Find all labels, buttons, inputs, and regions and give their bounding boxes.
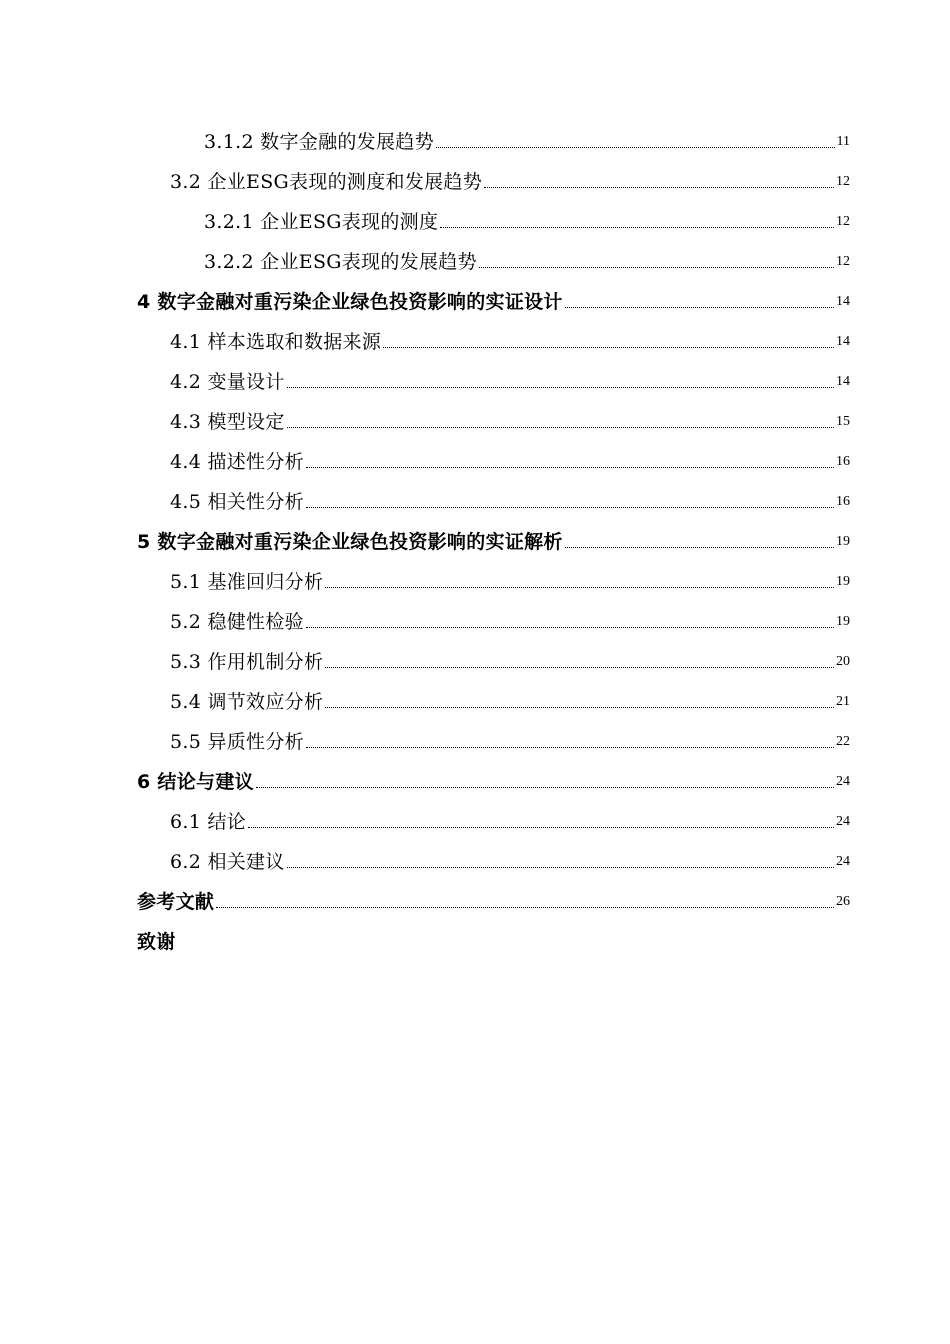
toc-entry-title: 5.4 调节效应分析: [170, 691, 324, 713]
toc-entry-title: 5.5 异质性分析: [170, 731, 304, 753]
toc-leader-dots: [306, 466, 834, 468]
toc-entry-title: 6 结论与建议: [137, 771, 254, 793]
toc-page-number: 12: [836, 174, 850, 189]
toc-entry-title: 6.2 相关建议: [170, 851, 285, 873]
toc-entry[interactable]: [204, 206, 850, 234]
toc-page-number: 26: [836, 894, 850, 909]
toc-leader-dots: [565, 306, 834, 308]
toc-entry-title: 5.1 基准回归分析: [170, 571, 324, 593]
toc-entry-title: 4.4 描述性分析: [170, 451, 304, 473]
toc-page-number: 16: [836, 494, 850, 509]
toc-leader-dots: [306, 746, 834, 748]
toc-entry-title: 5.2 稳健性检验: [170, 611, 304, 633]
toc-leader-dots: [216, 906, 834, 908]
toc-page-number: 14: [836, 334, 850, 349]
toc-entry-title: 5.3 作用机制分析: [170, 651, 324, 673]
toc-leader-dots: [287, 426, 834, 428]
toc-page-number: 24: [836, 854, 850, 869]
toc-leader-dots: [325, 666, 834, 668]
toc-entry-title: 4 数字金融对重污染企业绿色投资影响的实证设计: [137, 291, 563, 313]
toc-entry-title: 4.3 模型设定: [170, 411, 285, 433]
toc-page-number: 24: [836, 774, 850, 789]
toc-entry-title: 3.2.1 企业ESG表现的测度: [204, 211, 439, 233]
toc-entry[interactable]: [170, 566, 850, 594]
toc-entry[interactable]: [170, 406, 850, 434]
toc-entry[interactable]: [170, 846, 850, 874]
toc-leader-dots: [325, 706, 834, 708]
toc-page-number: 16: [836, 454, 850, 469]
toc-leader-dots: [306, 626, 834, 628]
toc-entry[interactable]: [170, 806, 850, 834]
toc-entry[interactable]: [170, 686, 850, 714]
toc-entry[interactable]: [170, 366, 850, 394]
toc-page-number: 12: [836, 254, 850, 269]
toc-entry[interactable]: [204, 126, 850, 154]
toc-leader-dots: [287, 386, 834, 388]
toc-entry[interactable]: [170, 646, 850, 674]
toc-leader-dots: [325, 586, 834, 588]
toc-chapter-entry[interactable]: [137, 286, 850, 314]
toc-entry-title: 6.1 结论: [170, 811, 247, 833]
toc-entry-title: 3.2 企业ESG表现的测度和发展趋势: [170, 171, 483, 193]
toc-leader-dots: [479, 266, 834, 268]
toc-page-number: 22: [836, 734, 850, 749]
toc-leader-dots: [287, 866, 834, 868]
toc-page-number: 19: [836, 614, 850, 629]
toc-page-number: 24: [836, 814, 850, 829]
toc-entry[interactable]: [170, 166, 850, 194]
toc-page-number: 11: [836, 134, 850, 149]
toc-entry-title: 4.2 变量设计: [170, 371, 285, 393]
toc-page-number: 12: [836, 214, 850, 229]
toc-page-number: 19: [836, 534, 850, 549]
toc-leader-dots: [248, 826, 834, 828]
toc-leader-dots: [256, 786, 834, 788]
toc-leader-dots: [565, 546, 834, 548]
toc-entry[interactable]: [170, 726, 850, 754]
toc-entry-title: 5 数字金融对重污染企业绿色投资影响的实证解析: [137, 531, 563, 553]
toc-entry-title: 4.1 样本选取和数据来源: [170, 331, 382, 353]
toc-entry-title: 致谢: [137, 931, 176, 953]
toc-chapter-entry[interactable]: [137, 926, 850, 954]
toc-chapter-entry[interactable]: [137, 526, 850, 554]
toc-entry-title: 3.1.2 数字金融的发展趋势: [204, 131, 434, 153]
toc-leader-dots: [383, 346, 834, 348]
toc-entry[interactable]: [170, 326, 850, 354]
toc-entry[interactable]: [170, 446, 850, 474]
toc-entry[interactable]: [170, 606, 850, 634]
toc-page-number: 19: [836, 574, 850, 589]
toc-chapter-entry[interactable]: [137, 766, 850, 794]
toc-entry-title: 3.2.2 企业ESG表现的发展趋势: [204, 251, 477, 273]
toc-entry-title: 4.5 相关性分析: [170, 491, 304, 513]
toc-leader-dots: [440, 226, 834, 228]
toc-page-number: 14: [836, 294, 850, 309]
toc-page-number: 14: [836, 374, 850, 389]
toc-entry[interactable]: [204, 246, 850, 274]
toc-chapter-entry[interactable]: [137, 886, 850, 914]
toc-leader-dots: [436, 146, 835, 148]
toc-page-number: 15: [836, 414, 850, 429]
toc-leader-dots: [306, 506, 834, 508]
toc-page-number: 21: [836, 694, 850, 709]
toc-entry-title: 参考文献: [137, 891, 215, 913]
toc-entry[interactable]: [170, 486, 850, 514]
toc-page-number: 20: [836, 654, 850, 669]
toc-leader-dots: [484, 186, 834, 188]
